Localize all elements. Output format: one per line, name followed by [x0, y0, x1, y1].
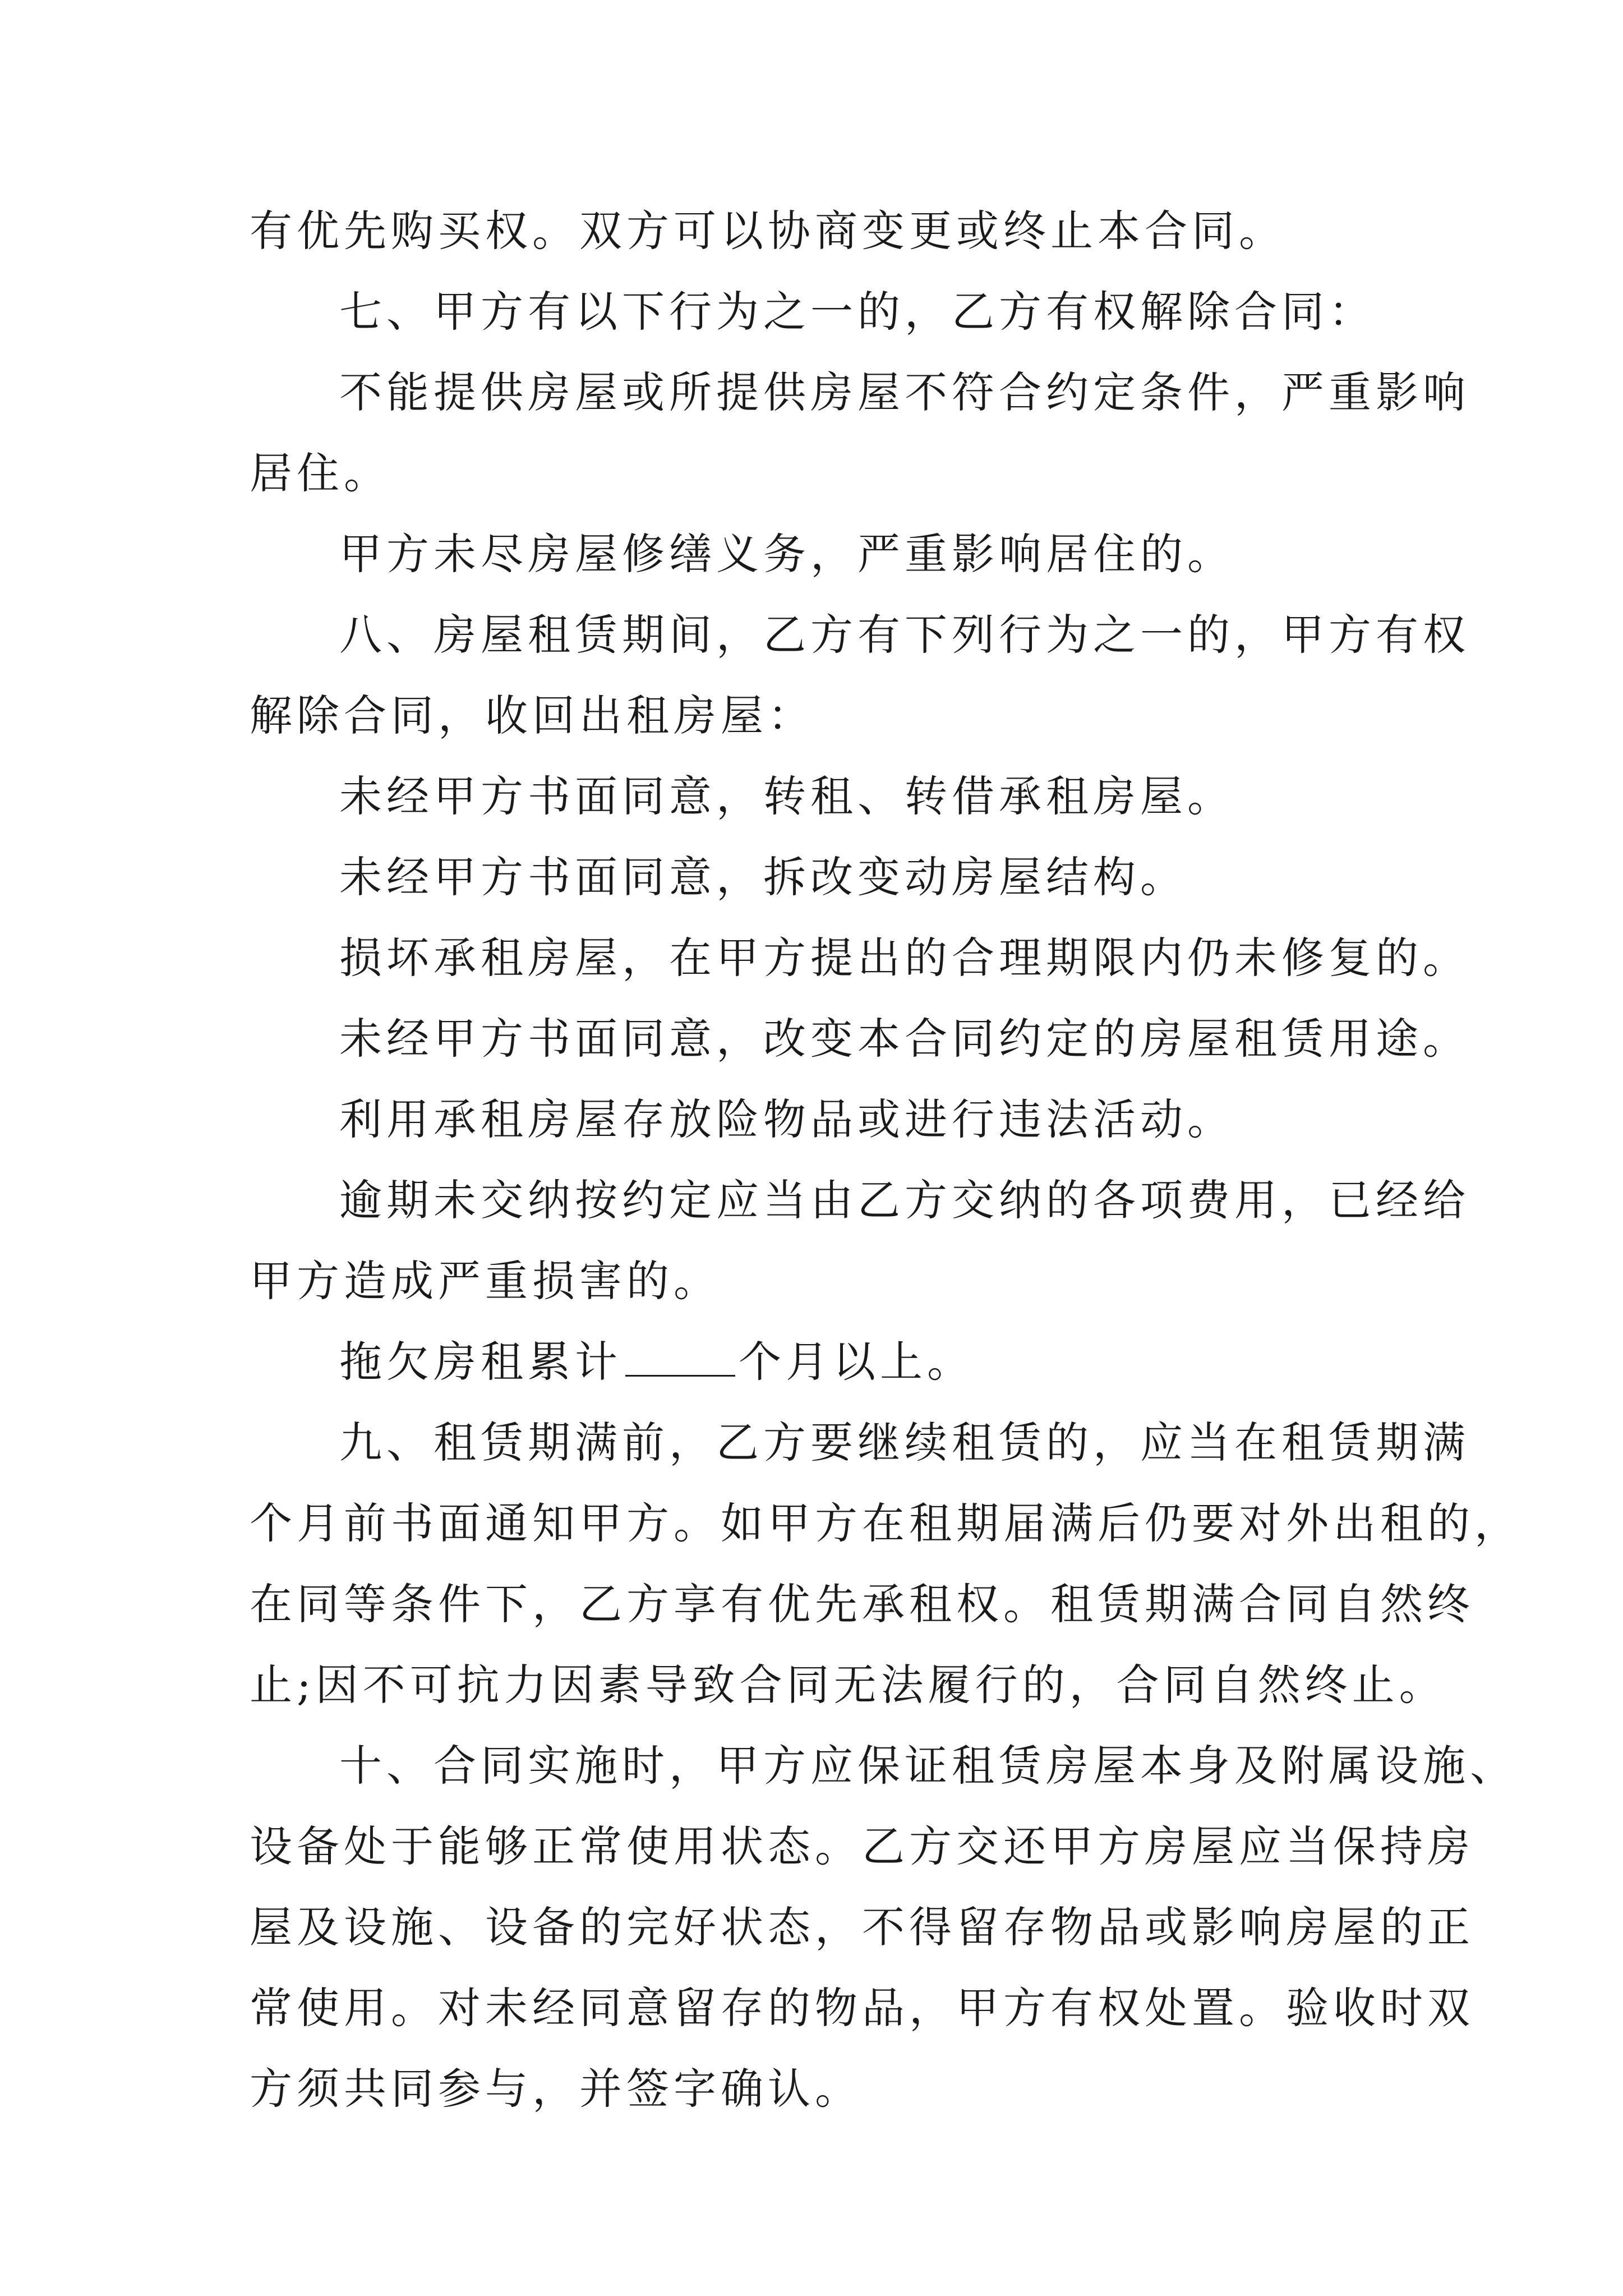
text-line: 未经甲方书面同意，拆改变动房屋结构。 — [339, 852, 1187, 902]
text-line: 止;因不可抗力因素导致合同无法履行的，合同自然终止。 — [250, 1660, 1446, 1710]
text-line: 居住。 — [250, 448, 391, 498]
text-line: 九、租赁期满前，乙方要继续租赁的，应当在租赁期满 — [339, 1418, 1470, 1467]
text-line: 八、房屋租赁期间，乙方有下列行为之一的，甲方有权 — [339, 610, 1470, 660]
text-line: 在同等条件下，乙方享有优先承租权。租赁期满合同自然终 — [250, 1579, 1474, 1629]
text-line: 未经甲方书面同意，改变本合同约定的房屋租赁用途。 — [339, 1014, 1470, 1064]
text-line: 甲方造成严重损害的。 — [250, 1256, 721, 1306]
text-line-with-blank — [339, 1334, 974, 1390]
text-segment: 拖欠房租累计 — [339, 1337, 622, 1387]
text-line: 常使用。对未经同意留存的物品，甲方有权处置。验收时双 — [250, 1983, 1474, 2033]
text-line: 甲方未尽房屋修缮义务，严重影响居住的。 — [339, 529, 1234, 579]
text-line: 解除合同，收回出租房屋： — [250, 691, 815, 740]
text-line: 方须共同参与，并签字确认。 — [250, 2064, 862, 2114]
text-line: 设备处于能够正常使用状态。乙方交还甲方房屋应当保持房 — [250, 1821, 1474, 1871]
text-line: 有优先购买权。双方可以协商变更或终止本合同。 — [250, 206, 1286, 256]
text-segment: 个月以上。 — [739, 1337, 974, 1387]
text-line: 屋及设施、设备的完好状态，不得留存物品或影响房屋的正 — [250, 1902, 1474, 1952]
text-line: 个月前书面通知甲方。如甲方在租期届满后仍要对外出租的， — [250, 1498, 1521, 1548]
text-line: 未经甲方书面同意，转租、转借承租房屋。 — [339, 771, 1234, 821]
text-line: 利用承租房屋存放险物品或进行违法活动。 — [339, 1094, 1234, 1144]
fill-in-blank — [625, 1373, 735, 1377]
text-line: 不能提供房屋或所提供房屋不符合约定条件，严重影响 — [339, 367, 1470, 417]
text-line: 七、甲方有以下行为之一的，乙方有权解除合同： — [339, 287, 1376, 337]
text-line: 逾期未交纳按约定应当由乙方交纳的各项费用，已经给 — [339, 1175, 1470, 1225]
text-line: 损坏承租房屋，在甲方提出的合理期限内仍未修复的。 — [339, 933, 1470, 983]
text-line: 十、合同实施时，甲方应保证租赁房屋本身及附属设施、 — [339, 1741, 1517, 1791]
